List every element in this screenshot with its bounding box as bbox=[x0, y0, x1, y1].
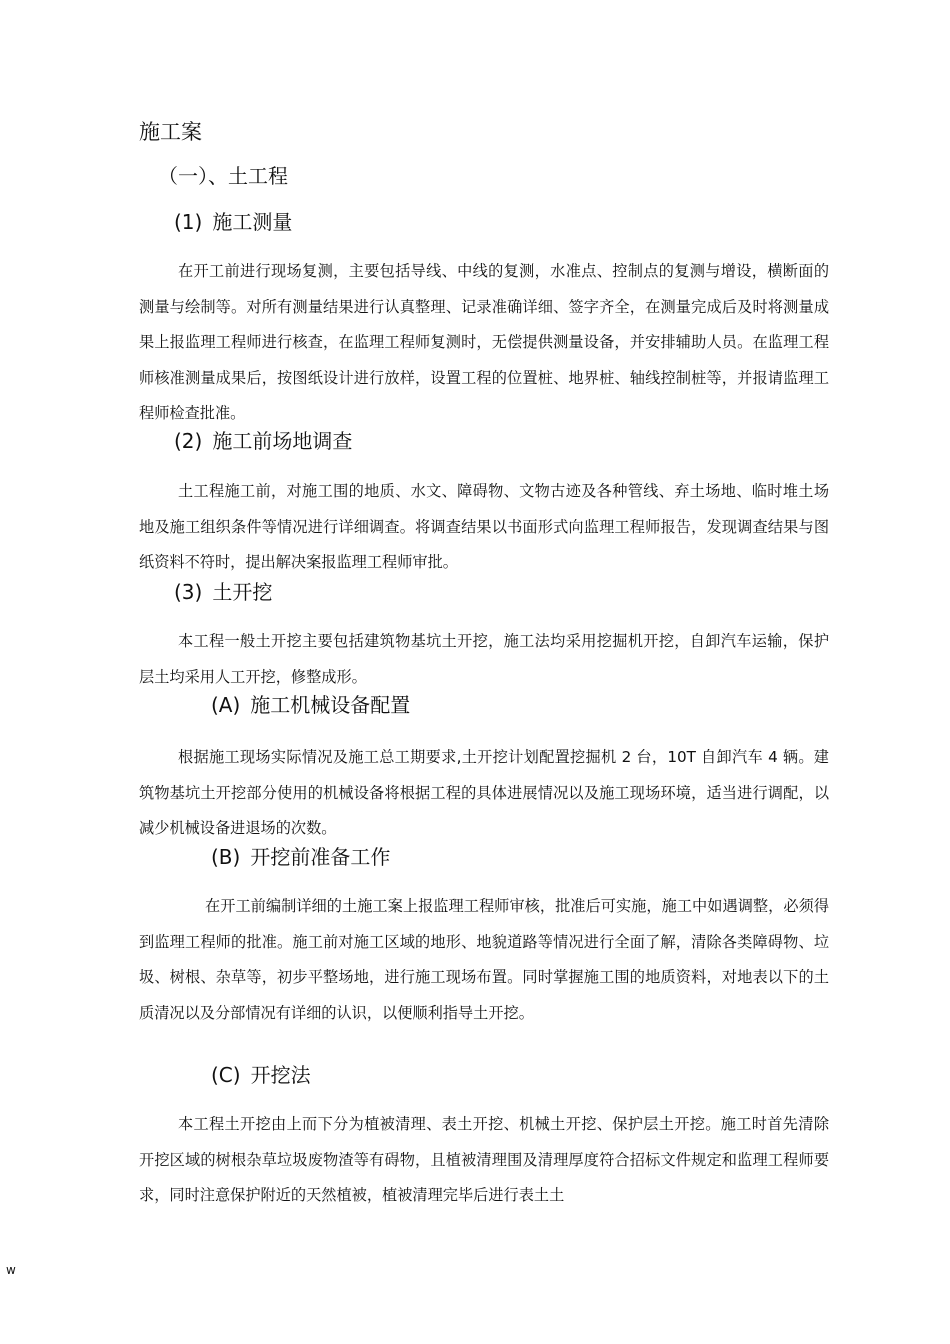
paragraph-excavation: 本工程一般土开挖主要包括建筑物基坑土开挖，施工法均采用挖掘机开挖，自卸汽车运输，保护层土均采用人工开挖，修整成形。 bbox=[139, 632, 829, 686]
subsection-title: 施工机械设备配置 bbox=[250, 693, 411, 717]
section-heading-earthwork: （一）、土工程 bbox=[158, 164, 288, 188]
subsection-title: 土开挖 bbox=[212, 580, 273, 604]
subsection-heading-equipment bbox=[211, 691, 410, 719]
paragraph-site-investigation: 土工程施工前，对施工围的地质、水文、障碍物、文物古迹及各种管线、弃土场地、临时堆土场地及施工组织条件等情况进行详细调查。将调查结果以书面形式向监理工程师报告，发现调查结果与图纸资料不符时，提出解决案报监理工程师审批。 bbox=[139, 482, 829, 571]
footer-mark: w bbox=[6, 1263, 16, 1277]
subsection-number: (C) bbox=[211, 1063, 241, 1087]
paragraph-preparation: 在开工前编制详细的土施工案上报监理工程师审核，批准后可实施，施工中如遇调整，必须得到监理工程师的批准。施工前对施工区域的地形、地貌道路等情况进行全面了解，清除各类障碍物、垃圾、树根、杂草等，初步平整场地，进行施工现场布置。同时掌握施工围的地质资料，对地表以下的土质清况以及分部情况有详细的认识，以便顺利指导土开挖。 bbox=[139, 897, 829, 1022]
subsection-title: 施工测量 bbox=[212, 210, 293, 234]
document-title: 施工案 bbox=[139, 120, 202, 144]
subsection-heading-site-investigation bbox=[174, 427, 352, 455]
subsection-heading-method bbox=[211, 1061, 311, 1089]
subsection-number: (3) bbox=[174, 580, 203, 604]
subsection-title: 施工前场地调查 bbox=[212, 429, 353, 453]
paragraph-equipment: 根据施工现场实际情况及施工总工期要求,土开挖计划配置挖掘机 2 台，10T 自卸汽车 4 辆。建筑物基坑土开挖部分使用的机械设备将根据工程的具体进展情况以及施工现场环境，适当进行调配，以减少机械设备进退场的次数。 bbox=[139, 748, 829, 837]
subsection-heading-survey bbox=[174, 208, 292, 236]
subsection-title: 开挖法 bbox=[250, 1063, 311, 1087]
subsection-number: (B) bbox=[211, 845, 241, 869]
paragraph-survey: 在开工前进行现场复测，主要包括导线、中线的复测，水准点、控制点的复测与增设，横断面的测量与绘制等。对所有测量结果进行认真整理、记录准确详细、签字齐全，在测量完成后及时将测量成果上报监理工程师进行核查，在监理工程师复测时，无偿提供测量设备，并安排辅助人员。在监理工程师核准测量成果后，按图纸设计进行放样，设置工程的位置桩、地界桩、轴线控制桩等，并报请监理工程师检查批准。 bbox=[139, 262, 829, 422]
subsection-heading-excavation bbox=[174, 578, 272, 606]
subsection-number: (1) bbox=[174, 210, 203, 234]
subsection-title: 开挖前准备工作 bbox=[250, 845, 391, 869]
subsection-number: (A) bbox=[211, 693, 241, 717]
subsection-number: (2) bbox=[174, 429, 203, 453]
paragraph-method: 本工程土开挖由上而下分为植被清理、表土开挖、机械土开挖、保护层土开挖。施工时首先清除开挖区域的树根杂草垃圾废物渣等有碍物，且植被清理围及清理厚度符合招标文件规定和监理工程师要求，同时注意保护附近的天然植被，植被清理完毕后进行表土土 bbox=[139, 1115, 829, 1204]
subsection-heading-preparation bbox=[211, 843, 390, 871]
